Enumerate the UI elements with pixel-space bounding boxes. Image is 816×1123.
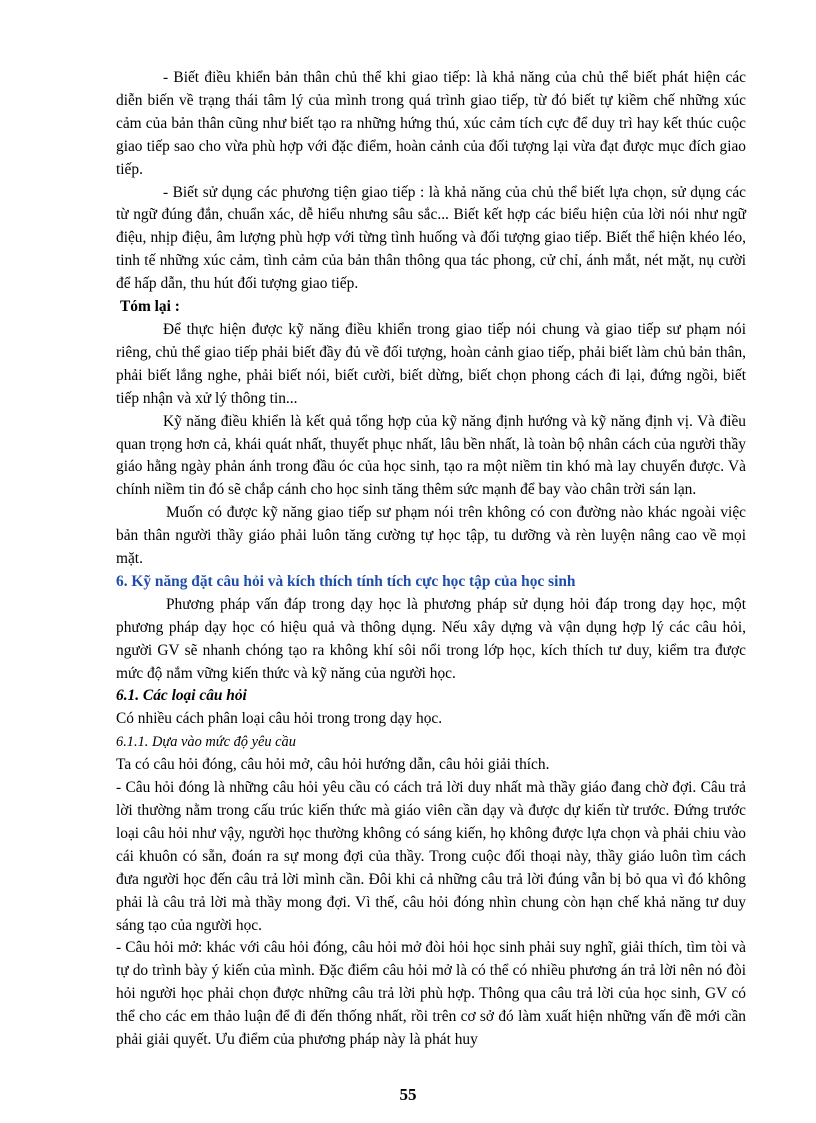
paragraph-control-skill: Kỹ năng điều khiển là kết quả tổng hợp của kỹ năng định hướng và kỹ năng định vị. Và điều quan trọng hơn cả, khái quát nhất, thuyết phục nhất, lâu bền nhất, là toàn bộ nhân cách của người thầy giáo hằng ngày phản ánh trong đầu óc của học sinh, tạo ra một niềm tin khó mà lay chuyển được. Và chính niềm tin đó sẽ chắp cánh cho học sinh tăng thêm sức mạnh để bay vào chân trời sán lạn. bbox=[116, 412, 746, 499]
paragraph-open-questions: - Câu hỏi mở: khác với câu hỏi đóng, câu hỏi mở đòi hỏi học sinh phải suy nghĩ, giải thích, tìm tòi và tự do trình bày ý kiến của mình. Đặc điểm câu hỏi mở là có thể có nhiều phương án trả lời nên nó đòi hỏi người học phải chọn được những câu trả lời phù hợp. Thông qua câu trả lời của học sinh, GV có thể cho các em thảo luận để đi đến thống nhất, rồi trên cơ sở đó làm xuất hiện những vấn đề mới cần phải giải quyết. Ưu điểm của phương pháp này là phát huy bbox=[116, 939, 746, 1049]
subsection-heading-6-1-1: 6.1.1. Dựa vào mức độ yêu cầu bbox=[116, 734, 296, 751]
paragraph-closed-questions: - Câu hỏi đóng là những câu hỏi yêu cầu có cách trả lời duy nhất mà thầy giáo đang chờ đợi. Câu trả lời thường nằm trong cấu trúc kiến thức mà giáo viên cần dạy và được dự kiến từ trước. Đứng trước loại câu hỏi như vậy, người học thường không có sáng kiến, họ không được lựa chọn và phải chiu vào cái khuôn có sẵn, đoán ra sự mong đợi của thầy. Trong cuộc đối thoại này, thầy giáo luôn tìm cách đưa người học đến câu trả lời mình cần. Đôi khi cả những câu trả lời đúng vẫn bị bỏ qua vì đó không phải là câu trả lời mà thầy mong đợi. Vì thế, câu hỏi đóng nhìn chung còn hạn chế khả năng tư duy sáng tạo của người học. bbox=[116, 779, 746, 934]
paragraph-self-improvement: Muốn có được kỹ năng giao tiếp sư phạm nói trên không có con đường nào khác ngoài việc bản thân người thầy giáo phải luôn tăng cường tự học tập, tu dưỡng và rèn luyện nâng cao về mọi mặt. bbox=[116, 504, 746, 568]
paragraph-self-control: - Biết điều khiển bản thân chủ thể khi giao tiếp: là khả năng của chủ thể biết phát hiện các diễn biến về trạng thái tâm lý của mình trong quá trình giao tiếp, từ đó biết tự kiềm chế những xúc cảm của bản thân cũng như biết tạo ra những hứng thú, xúc cảm tích cực để duy trì hay kết thúc cuộc giao tiếp sao cho vừa phù hợp với đặc điểm, hoàn cảnh của đối tượng lại vừa đạt được mục đích giao tiếp. bbox=[116, 69, 746, 178]
paragraph-question-types: Ta có câu hỏi đóng, câu hỏi mở, câu hỏi hướng dẫn, câu hỏi giải thích. bbox=[116, 756, 550, 774]
paragraph-classification: Có nhiều cách phân loại câu hỏi trong trong dạy học. bbox=[116, 710, 443, 728]
paragraph-communication-means: - Biết sử dụng các phương tiện giao tiếp : là khả năng của chủ thể biết lựa chọn, sử dụng các từ ngữ đúng đắn, chuẩn xác, dễ hiểu nhưng sâu sắc... Biết kết hợp các biểu hiện của lời nói như ngữ điệu, nhịp điệu, âm lượng phù hợp với từng tình huống và đối tượng giao tiếp. Biết thể hiện khéo léo, tinh tế những xúc cảm, tình cảm của bản thân thông qua tác phong, cử chỉ, ánh mắt, nét mặt, nụ cười để hấp dẫn, thu hút đối tượng giao tiếp. bbox=[116, 183, 746, 293]
section-heading-6: 6. Kỹ năng đặt câu hỏi và kích thích tính tích cực học tập của học sinh bbox=[116, 572, 576, 590]
subsection-heading-6-1: 6.1. Các loại câu hỏi bbox=[116, 687, 247, 705]
paragraph-qa-method: Phương pháp vấn đáp trong dạy học là phương pháp sử dụng hỏi đáp trong dạy học, một phương pháp dạy học có hiệu quả và thông dụng. Nếu xây dựng và vận dụng hợp lý các câu hỏi, người GV sẽ nhanh chóng tạo ra không khí sôi nổi trong lớp học, kích thích tư duy, kiểm tra được mức độ nắm vững kiến thức và kỹ năng của người học. bbox=[116, 595, 746, 682]
paragraph-summary: Để thực hiện được kỹ năng điều khiển trong giao tiếp nói chung và giao tiếp sư phạm nói riêng, chủ thể giao tiếp phải biết đầy đủ về đối tượng, hoàn cảnh giao tiếp, phải biết làm chủ bản thân, phải biết lắng nghe, phải biết nói, biết cười, biết dừng, biết chọn phong cách đi lại, đứng ngồi, biết tiếp nhận và xử lý thông tin... bbox=[116, 320, 746, 407]
summary-label: Tóm lại : bbox=[120, 298, 180, 316]
page-number: 55 bbox=[399, 1085, 417, 1104]
